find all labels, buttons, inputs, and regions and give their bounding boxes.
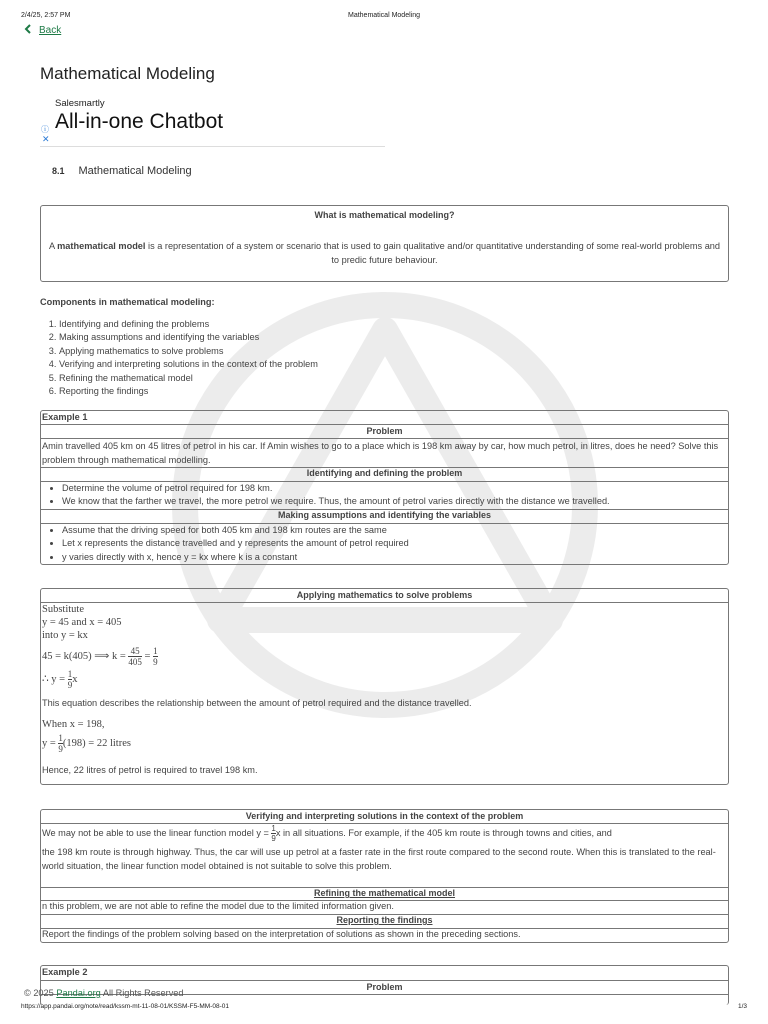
ad-brand: Salesmartly bbox=[55, 98, 105, 109]
print-url: https://app.pandai.org/note/read/kssm-mt-11-08-01/KSSM-F5-MM-08-01 bbox=[21, 1003, 229, 1010]
identify-header: Identifying and defining the problem bbox=[306, 468, 463, 478]
example2-label: Example 2 bbox=[42, 967, 88, 977]
list-item: • y varies directly with x, hence y = kx where k is a constant bbox=[62, 551, 724, 564]
list-item: 4. Verifying and interpreting solutions in the context of the problem bbox=[59, 358, 318, 371]
problem-text: Amin travelled 405 km on 45 litres of petrol in his car. If Amin wishes to go to a place which is 198 km away by car, how much petrol, in litres, does he need? Solve this problem through mathematical modelling. bbox=[42, 441, 719, 465]
report-text: Report the findings of the problem solving based on the interpretation of solutions as shown in the preceding sections. bbox=[42, 929, 521, 939]
apply-description: This equation describes the relationship between the amount of petrol required and the distance travelled. bbox=[42, 698, 472, 708]
apply-calculation: When x = 198, y = $\frac{1}{9}$ (198) = 22 litres bbox=[42, 719, 131, 754]
list-item: 3. Applying mathematics to solve problems bbox=[59, 345, 318, 358]
print-page-title: Mathematical Modeling bbox=[348, 12, 420, 19]
section-heading bbox=[52, 165, 192, 177]
apply-steps: Substitute y = 45 and x = 405 into y = kx 45 = k(405) ⟹ k = $\frac{45}{405}$ = $\frac{1}{9}$ ∴ y = $\frac{1}{9}$ x bbox=[42, 604, 158, 690]
definition-box bbox=[40, 205, 729, 282]
page-title: Mathematical Modeling bbox=[40, 64, 215, 83]
apply-box bbox=[40, 588, 729, 785]
example2-table bbox=[40, 965, 729, 1005]
assume-list bbox=[45, 524, 724, 564]
footer-link[interactable]: Pandai.org bbox=[56, 988, 101, 998]
verify-header: Verifying and interpreting solutions in the context of the problem bbox=[245, 811, 524, 821]
back-link[interactable] bbox=[24, 24, 61, 37]
definition-term: mathematical model bbox=[57, 241, 146, 251]
print-datetime: 2/4/25, 2:57 PM bbox=[21, 12, 71, 19]
list-item: • Let x represents the distance travelled and y represents the amount of petrol required bbox=[62, 537, 724, 550]
verify-table bbox=[40, 809, 729, 943]
list-item: • Assume that the driving speed for both 405 km and 198 km routes are the same bbox=[62, 524, 724, 537]
print-page-number: 1/3 bbox=[737, 1003, 747, 1010]
definition-question: What is mathematical modeling? bbox=[314, 210, 455, 220]
footer-copyright: © 2025 Pandai.org All Rights Reserved bbox=[24, 988, 184, 998]
back-label: Back bbox=[39, 25, 62, 36]
apply-conclusion: Hence, 22 litres of petrol is required to travel 198 km. bbox=[42, 765, 258, 775]
list-item: • Determine the volume of petrol required for 198 km. bbox=[62, 482, 724, 495]
assume-header: Making assumptions and identifying the variables bbox=[277, 510, 492, 520]
example1-table bbox=[40, 410, 729, 565]
list-item: 2. Making assumptions and identifying the variables bbox=[59, 331, 318, 344]
chevron-left-icon bbox=[24, 24, 31, 37]
report-header: Reporting the findings bbox=[336, 915, 433, 925]
apply-header: Applying mathematics to solve problems bbox=[296, 590, 473, 600]
example2-problem-header: Problem bbox=[366, 982, 403, 992]
ad-headline: All-in-one Chatbot bbox=[55, 110, 224, 133]
list-item: • We know that the farther we travel, the more petrol we require. Thus, the amount of petrol varies directly with the distance we travelled. bbox=[62, 495, 724, 508]
refine-text: n this problem, we are not able to refine the model due to the limited information given. bbox=[42, 901, 394, 911]
components-heading: Components in mathematical modeling: bbox=[40, 297, 215, 307]
section-number: 8.1 bbox=[52, 166, 65, 176]
ad-banner[interactable] bbox=[40, 88, 385, 147]
verify-text: We may not be able to use the linear function model y = $\frac{1}{9}$ x in all situations. For example, if the 405 km route is through towns and cities, and the 198 km route is through highway. Thus, the car will use up petrol at a faster rate in the first route compared to the second route. When this is translated to the real-world situation, the linear function model obtained is not suitable to solve this problem. bbox=[42, 824, 716, 871]
example1-label: Example 1 bbox=[42, 412, 88, 422]
list-item: 6. Reporting the findings bbox=[59, 385, 318, 398]
identify-list bbox=[45, 482, 724, 509]
refine-header: Refining the mathematical model bbox=[313, 888, 456, 898]
list-item: 5. Refining the mathematical model bbox=[59, 372, 318, 385]
definition-text: A mathematical model is a representation of a system or scenario that is used to gain qualitative and/or quantitative understanding of some real-world problems and to predic future behaviour. bbox=[48, 241, 721, 265]
list-item: 1. Identifying and defining the problems bbox=[59, 318, 318, 331]
components-list bbox=[40, 318, 318, 398]
ad-info-icon[interactable]: ⓘ bbox=[41, 125, 49, 134]
section-title: Mathematical Modeling bbox=[78, 165, 192, 177]
problem-header: Problem bbox=[366, 426, 403, 436]
ad-close-icon[interactable]: ✕ bbox=[42, 134, 50, 144]
